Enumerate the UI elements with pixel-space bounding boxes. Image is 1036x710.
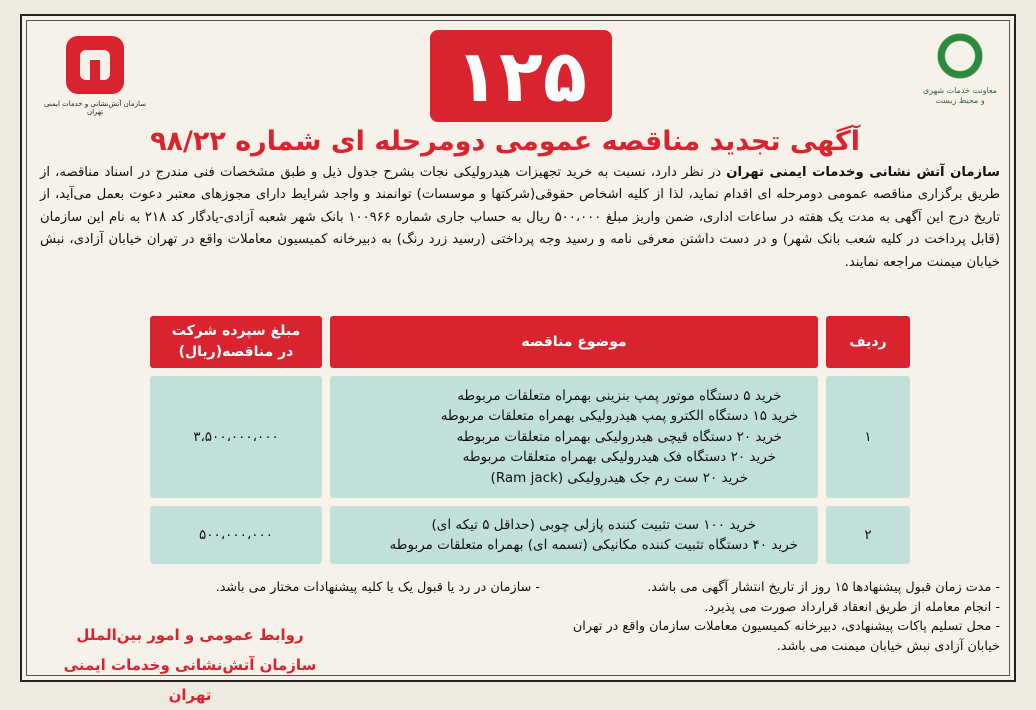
- signature-department: روابط عمومی و امور بین‌الملل: [76, 626, 304, 644]
- reservation-note: - سازمان در رد یا قبول یک یا کلیه پیشنهادات مختار می باشد.: [215, 580, 540, 595]
- fire-department-logo: [40, 36, 150, 126]
- row-1-item: خرید ۲۰ ست رم جک هیدرولیکی (Ram jack): [490, 469, 749, 486]
- condition-item: - انجام معامله از طریق انعقاد قرارداد صورت می پذیرد.: [704, 599, 1000, 615]
- row-2-item: خرید ۴۰ دستگاه تثبیت کننده مکانیکی (تسمه ای) بهمراه متعلقات مربوطه: [389, 537, 798, 553]
- conditions-list: [540, 578, 1000, 656]
- header-row-number: ردیف: [826, 316, 910, 368]
- row-2-item: خرید ۱۰۰ ست تثبیت کننده پازلی چوبی (حداقل ۵ تیکه ای): [431, 516, 756, 533]
- tender-table: [150, 316, 910, 566]
- row-1-item: خرید ۲۰ دستگاه فک هیدرولیکی بهمراه متعلقات مربوطه: [462, 449, 777, 466]
- ad-number-badge: [430, 30, 612, 122]
- condition-item: - محل تسلیم پاکات پیشنهادی، دبیرخانه کمیسیون معاملات سازمان واقع در تهران خیابان آزادی نبش خیابان میمنت می باشد.: [572, 619, 1000, 654]
- header-subject: موضوع مناقصه: [330, 316, 818, 368]
- municipality-emblem-icon: [934, 30, 986, 82]
- row-1-subject: [330, 376, 818, 498]
- signature-organization: سازمان آتش‌نشانی وخدمات ایمنی تهران: [63, 656, 317, 704]
- row-2-subject: [330, 506, 818, 564]
- municipality-logo-caption: معاونت خدمات شهری و محیط زیست: [922, 86, 998, 106]
- row-1-item: خرید ۲۰ دستگاه قیچی هیدرولیکی بهمراه متعلقات مربوطه: [456, 428, 783, 445]
- row-1-item: خرید ۱۵ دستگاه الکترو پمپ هیدرولیکی بهمراه متعلقات مربوطه: [440, 408, 798, 425]
- ad-number: ۱۲۵: [455, 34, 587, 118]
- municipality-logo: [920, 30, 1000, 130]
- condition-item: - مدت زمان قبول پیشنهادها ۱۵ روز از تاریخ انتشار آگهی می باشد.: [647, 580, 1000, 595]
- row-1-number: ۱: [826, 376, 910, 498]
- tender-headline: آگهی تجدید مناقصه عمومی دومرحله ای شماره ۹۸/۲۲: [150, 126, 860, 157]
- fire-department-logo-mark: [66, 36, 124, 94]
- row-2-number: ۲: [826, 506, 910, 564]
- intro-paragraph: [40, 162, 1000, 274]
- header-deposit: مبلغ سپرده شرکت در مناقصه(ریال): [150, 316, 322, 368]
- signature-block: [40, 620, 340, 710]
- fire-department-logo-caption: سازمان آتش‌نشانی و خدمات ایمنی تهران: [44, 100, 146, 116]
- row-2-deposit: ۵۰۰،۰۰۰،۰۰۰: [150, 506, 322, 564]
- reservation-note-box: [40, 578, 540, 598]
- organization-name: سازمان آتش نشانی وخدمات ایمنی تهران: [726, 165, 1001, 180]
- row-1-item: خرید ۵ دستگاه موتور پمپ بنزینی بهمراه متعلقات مربوطه: [457, 387, 782, 404]
- row-1-deposit: ۳،۵۰۰،۰۰۰،۰۰۰: [150, 376, 322, 498]
- intro-body: در نظر دارد، نسبت به خرید تجهیزات هیدرولیکی نجات بشرح جدول ذیل و طبق مشخصات فنی مندرج در اسناد مناقصه، از طریق برگزاری مناقصه عمومی دومرحله ای اقدام نماید، لذا از کلیه اشخاص حقوقی(شرکتها و موسسات) توانمند و واجد شرایط دارای مجوزهای معتبر دعوت بعمل می‌آید، از تاریخ درج این آگهی به مدت یک هفته در ساعات اداری، ضمن واریز مبلغ ۵۰۰،۰۰۰ ریال به حساب جاری شماره ۱۰۰۹۶۶ بانک شهر شعبه آزادی-یادگار کد ۲۱۸ به نام این سازمان (قابل پرداخت در کلیه شعب بانک شهر) و در دست داشتن معرفی نامه و رسید وجه پرداختی (رسید زرد رنگ) به دبیرخانه کمیسیون معاملات واقع در تهران خیابان آزادی، نبش خیابان میمنت مراجعه نمایند.: [40, 165, 1001, 270]
